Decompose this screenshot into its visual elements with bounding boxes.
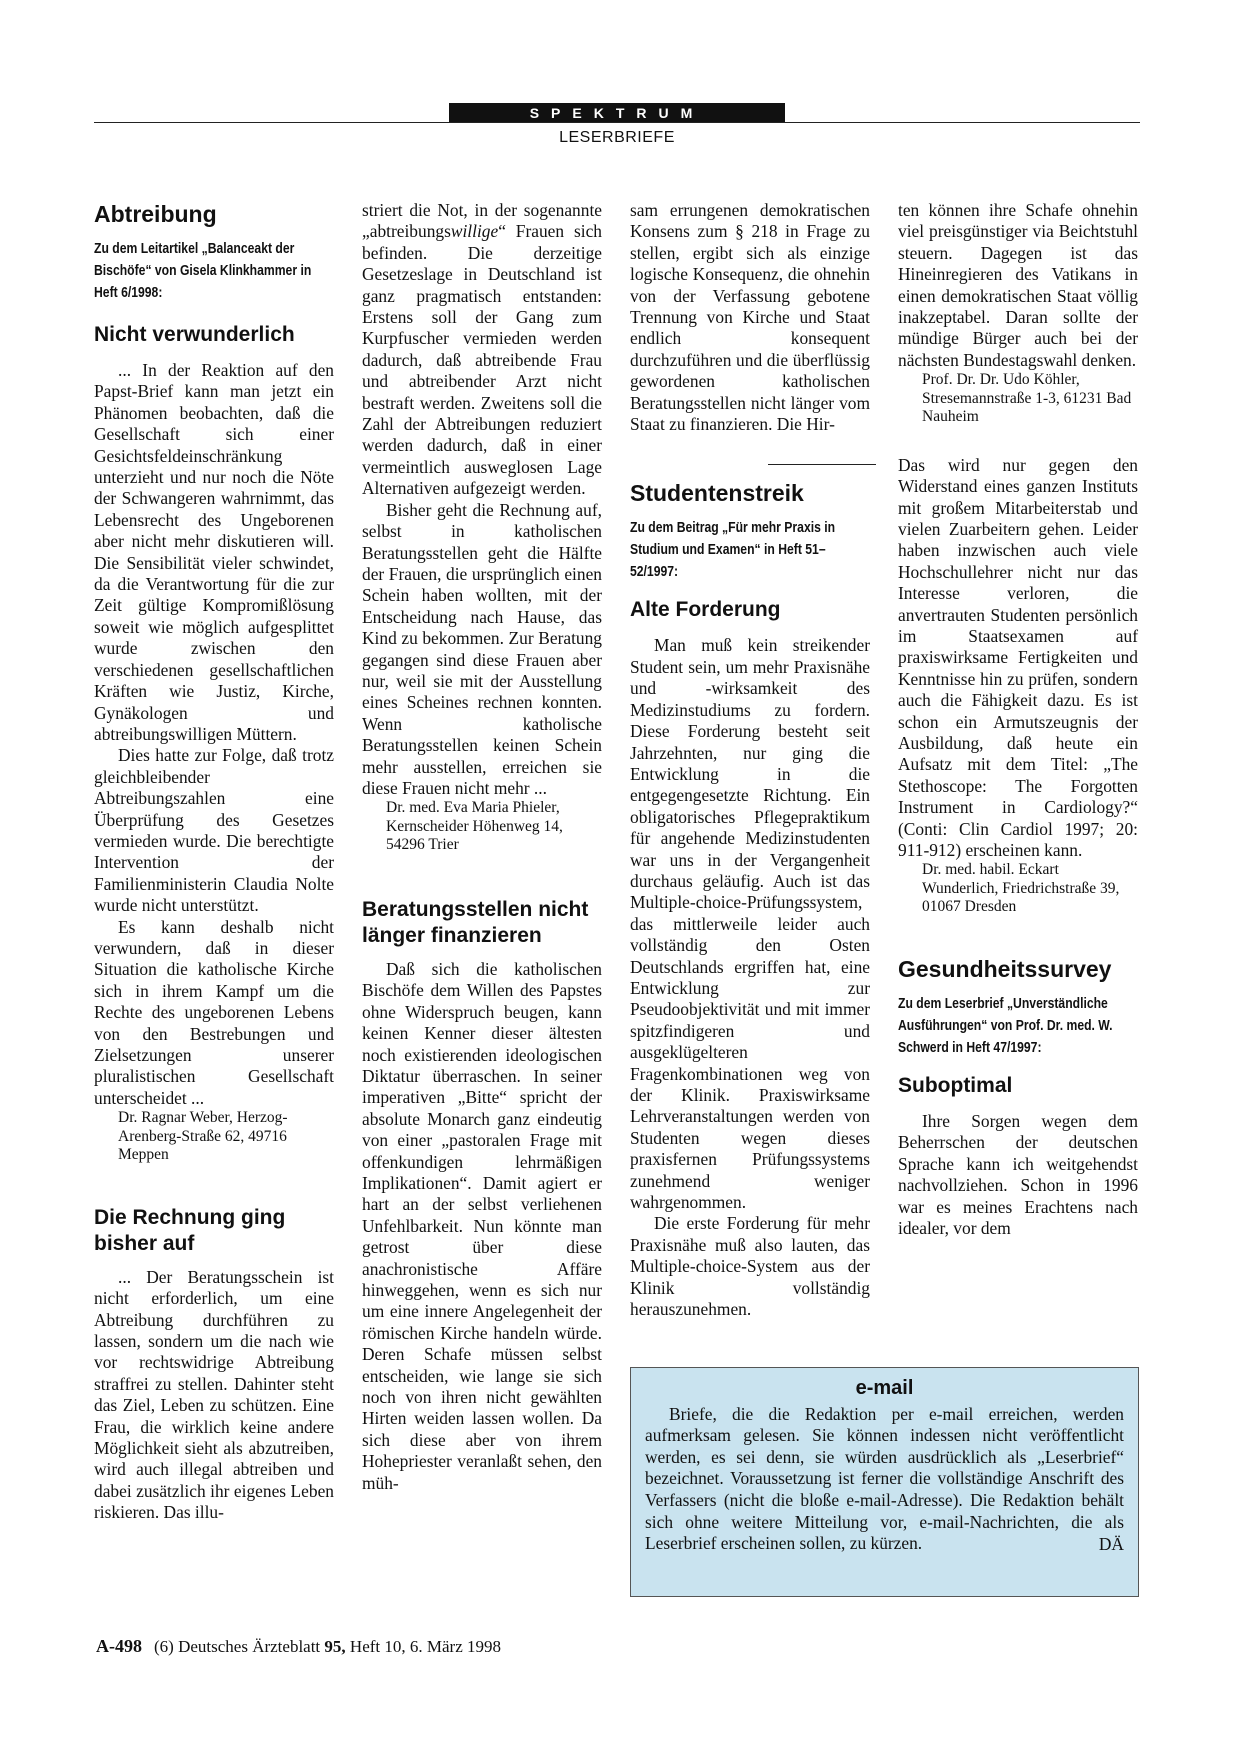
footer-volume: 95,: [324, 1637, 346, 1656]
paragraph: ten können ihre Schafe ohnehin viel preisgünstiger via Beichtstuhl steuern. Dagegen ist das Hineinregieren des Vatikans in einen demokratischen Staat völlig inakzeptabel. Daran sollte der mündige Bürger auch bei der nächsten Bundestagswahl denken.: [898, 200, 1138, 370]
footer-text-b: Heft 10, 6. März 1998: [345, 1637, 501, 1656]
paragraph: Daß sich die katholischen Bischöfe dem Willen des Papstes ohne Widerspruch beugen, kann keinen Kenner dieser ältesten noch existierenden ideologischen Diktatur überraschen. In seiner imperativen „Bitte“ spricht der absolute Monarch ganz eindeutig von einer „pastoralen Frage mit offenkundigen lehrmäßigen Implikationen“. Damit agiert er hart an der selbst verliehenen Unfehlbarkeit. Nun könnte man getrost über diese anachronistische Affäre hinweggehen, wenn es sich nur um eine innere Angelegenheit der römischen Kirche handeln würde. Deren Schafe müssen selbst entscheiden, wie lange sie sich noch von ihren nicht gewählten Hirten weiden lassen wollen. Da sich diese aber von ihrem Hohepriester veranlaßt sehen, den müh-: [362, 958, 602, 1493]
paragraph: ... In der Reaktion auf den Papst-Brief kann man jetzt ein Phänomen beobachten, daß die Gesellschaft sich einer Gesichtsfeldeinschränkung unterzieht und nur noch die Nöte der Schwangeren wahrnimmt, das Lebensrecht des Ungeborenen aber nicht mehr diskutieren will. Die Sensibilität vieler schwindet, da die Verantwortung für die zur Zeit gültige Kompromißlösung soweit wie möglich aufgesplittet wurde zwischen den verschiedenen gesellschaftlichen Kräften wie Justiz, Kirche, Gynäkologen und abtreibungswilligen Müttern.: [94, 360, 334, 744]
letter-title-nicht-verwunderlich: Nicht verwunderlich: [94, 323, 295, 346]
section-title-gesundheitssurvey: Gesundheitssurvey: [898, 955, 1112, 982]
column-3: [630, 200, 870, 1320]
letter-title-rechnung: Die Rechnung ging bisher auf: [94, 1205, 286, 1255]
column-divider: [768, 464, 876, 465]
paragraph: Das wird nur gegen den Widerstand eines ganzen Instituts mit großem Mitarbeiterstab und vielen Zuarbeitern gehen. Leider haben inzwischen auch viele Hochschullehrer nicht nur das Interesse verloren, die anvertrauten Studenten persönlich im Staatsexamen auf praxiswirksame Fertigkeiten und Kenntnisse hin zu prüfen, sondern auch die Fähigkeit dazu. Es ist schon ein Armutszeugnis der Ausbildung, daß heute ein Aufsatz mit dem Titel: „The Stethoscope: The Forgotten Instrument in Cardiology?“ (Conti: Clin Cardiol 1997; 20: 911-912) erscheinen kann.: [898, 454, 1138, 861]
section-title-abtreibung: Abtreibung: [94, 201, 217, 227]
header-rule: [94, 122, 1140, 123]
paragraph: ... Der Beratungsschein ist nicht erforderlich, um eine Abtreibung durchführen zu lassen, sondern um die nach wie vor rechtswidrige Abtreibung straffrei zu stellen. Dahinter steht das Ziel, Leben zu schützen. Eine Frau, die wirklich keine andere Möglichkeit sieht als abzutreiben, wird auch illegal abtreiben und dabei zusätzlich ihr eigenes Leben riskieren. Das illu-: [94, 1266, 334, 1523]
email-box-initials: DÄ: [1098, 1533, 1124, 1554]
column-4: [898, 200, 1138, 1239]
paragraph: Die erste Forderung für mehr Praxisnähe muß also lauten, das Multiple-choice-System aus der Klinik vollständig herauszunehmen.: [630, 1213, 870, 1320]
page-footer: [96, 1636, 501, 1657]
letter-title-alte-forderung: Alte Forderung: [630, 598, 781, 622]
column-2: [362, 200, 602, 1494]
paragraph: Es kann deshalb nicht verwundern, daß in dieser Situation die katholische Kirche sich in ihrem Kampf um die Rechte des ungeborenen Lebens von den Bestrebungen und Zielsetzungen unserer pluralistischen Gesellschaft unterscheidet ...: [94, 916, 334, 1108]
page-number: A-498: [96, 1636, 142, 1656]
signature: Prof. Dr. Dr. Udo Köhler, Stresemannstraße 1-3, 61231 Bad Nauheim: [922, 371, 1132, 426]
column-1: [94, 200, 334, 1524]
paragraph: Ihre Sorgen wegen dem Beherrschen der deutschen Sprache kann ich weitgehendst nachvollziehen. Schon in 1996 war es meines Erachtens nach idealer, vor dem: [898, 1110, 1138, 1238]
paragraph: Bisher geht die Rechnung auf, selbst in katholischen Beratungsstellen geht die Hälfte der Frauen, die ursprünglich einen Schein haben wollten, mit der Entscheidung nach Hause, das Kind zu bekommen. Zur Beratung gegangen sind diese Frauen aber nur, weil sie mit der Ausstellung eines Scheines rechnen konnten. Wenn katholische Beratungsstellen keinen Schein mehr ausstellen, erreichen sie diese Frauen nicht mehr ...: [362, 499, 602, 798]
signature: Dr. Ragnar Weber, Herzog-Arenberg-Straße 62, 49716 Meppen: [118, 1109, 288, 1164]
footer-text-a: (6) Deutsches Ärzteblatt: [154, 1637, 325, 1656]
email-box-title: e-mail: [855, 1377, 914, 1399]
paragraph: striert die Not, in der sogenannte „abtreibungswillige“ Frauen sich befinden. Die derzeitige Gesetzeslage in Deutschland ist ganz pragmatisch entstanden: Erstens soll der Gang zum Kurpfuscher vermieden werden dadurch, daß abtreibende Frau und abtreibender Arzt nicht bestraft werden. Zweitens soll die Zahl der Abtreibungen reduziert werden dadurch, daß in einer vermeintlich ausweglosen Lage Alternativen aufgezeigt werden.: [362, 200, 602, 499]
letter-title-suboptimal: Suboptimal: [898, 1073, 1013, 1097]
paragraph: sam errungenen demokratischen Konsens zum § 218 in Frage zu stellen, ergibt sich als einzige logische Konsequenz, die ohnehin von der Verfassung gebotene Trennung von Kirche und Staat endlich konsequent durchzuführen und die überflüssig gewordenen katholischen Beratungsstellen nicht länger vom Staat zu finanzieren. Die Hir-: [630, 200, 870, 435]
signature: Dr. med. Eva Maria Phieler, Kernscheider Höhenweg 14, 54296 Trier: [386, 799, 563, 854]
intro-abtreibung: Zu dem Leitartikel „Balanceakt der Bischöfe“ von Gisela Klinkhammer in Heft 6/1998:: [94, 241, 312, 301]
paragraph: Dies hatte zur Folge, daß trotz gleichbleibender Abtreibungszahlen eine Überprüfung des Gesetzes vermieden wurde. Die berechtigte Intervention der Familienministerin Claudia Nolte wurde nicht unterstützt.: [94, 745, 334, 916]
subsection-label: LESERBRIEFE: [559, 129, 675, 146]
section-title-studentenstreik: Studentenstreik: [630, 480, 804, 507]
email-box-text: Briefe, die die Redaktion per e-mail erreichen, werden aufmerksam gelesen. Sie können indessen nicht veröffentlicht werden, es sei denn, sie würden ausdrücklich als „Leserbrief“ bezeichnet. Voraussetzung ist ferner die vollständige Anschrift des Verfassers (nicht die bloße e-mail-Adresse). Die Redaktion behält sich ohne weitere Mitteilung vor, e-mail-Nachrichten, die als Leserbrief erscheinen sollen, zu kürzen.: [645, 1403, 1124, 1554]
letter-title-beratungsstellen: Beratungsstellen nicht länger finanzieren: [362, 897, 589, 947]
intro-gesundheitssurvey: Zu dem Leserbrief „Unverständliche Ausführungen“ von Prof. Dr. med. W. Schwerd in Heft 47/1997:: [898, 995, 1113, 1056]
section-bar: SPEKTRUM: [449, 103, 785, 123]
signature: Dr. med. habil. Eckart Wunderlich, Friedrichstraße 39, 01067 Dresden: [922, 861, 1120, 916]
email-notice-box: [630, 1367, 1139, 1597]
intro-studentenstreik: Zu dem Beitrag „Für mehr Praxis in Studium und Examen“ in Heft 51–52/1997:: [630, 520, 836, 581]
italic-word: willige: [450, 221, 499, 242]
paragraph: Man muß kein streikender Student sein, um mehr Praxisnähe und -wirksamkeit des Medizinstudiums zu fordern. Diese Forderung besteht seit Jahrzehnten, nur ging die Entwicklung in die entgegengesetzte Richtung. Ein obligatorisches Pflegepraktikum für angehende Medizinstudenten war uns in der Vergangenheit durchaus geläufig. Auch ist das Multiple-choice-Prüfungssystem, das mittlerweile leider auch vollständig den Osten Deutschlands ergriffen hat, eine Entwicklung zur Pseudoobjektivität und mit immer spitzfindigeren und ausgeklügelteren Fragenkombinationen weg von der Klinik. Praxiswirksame Lehrveranstaltungen werden von Studenten wegen dieses praxisfernen Prüfungssystems zunehmend weniger wahrgenommen.: [630, 635, 870, 1213]
